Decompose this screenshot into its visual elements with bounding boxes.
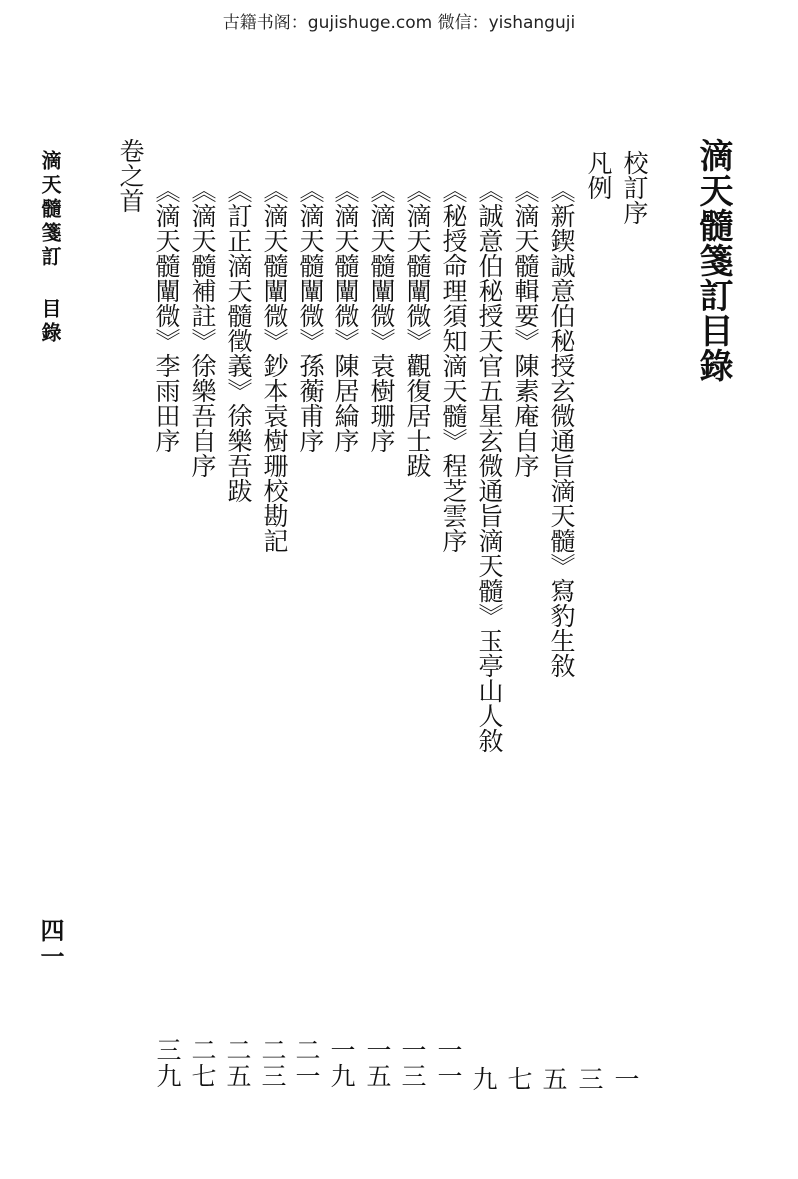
- toc-entry-label: 《滴天髓闡微》袁樹珊序: [367, 178, 396, 453]
- toc-entry-page: 二五: [223, 1037, 252, 1089]
- toc-entry-page: 一九: [327, 1037, 356, 1089]
- toc-entry-label: 《滴天髓闡微》孫蘅甫序: [296, 178, 325, 453]
- toc-entry-page: 三: [575, 1066, 604, 1092]
- toc-entry-page: 二七: [188, 1037, 217, 1089]
- toc-entry-page: 一三: [398, 1037, 427, 1089]
- volume-heading: 卷之首: [116, 138, 145, 213]
- watermark: 古籍书阁：gujishuge.com 微信：yishanguji: [222, 13, 576, 33]
- toc-entry-page: 二一: [292, 1037, 321, 1089]
- margin-section-label: 目錄: [38, 298, 62, 346]
- toc-entry-label: 《滴天髓闡微》鈔本袁樹珊校勘記: [260, 178, 289, 553]
- page-number: 四一: [36, 918, 65, 970]
- margin-book-title: 滴天髓箋訂: [38, 150, 62, 270]
- toc-entry-label: 《滴天髓闡微》陳居綸序: [331, 178, 360, 453]
- toc-entry-label: 《秘授命理須知滴天髓》程芝雲序: [439, 178, 468, 553]
- toc-entry-page: 一: [611, 1066, 640, 1092]
- toc-entry-page: 七: [504, 1066, 533, 1092]
- toc-entry-page: 五: [539, 1066, 568, 1092]
- toc-entry-page: 一一: [434, 1037, 463, 1089]
- toc-entry-label: 《訂正滴天髓徵義》徐樂吾跋: [224, 178, 253, 503]
- toc-entry-label: 《滴天髓輯要》陳素庵自序: [511, 178, 540, 478]
- toc-entry-label: 《滴天髓闡微》李雨田序: [152, 178, 181, 453]
- toc-entry-page: 一五: [363, 1037, 392, 1089]
- toc-entry-label: 《誠意伯秘授天官五星玄微通旨滴天髓》玉亭山人敘: [475, 178, 504, 753]
- toc-entry-label: 校訂序: [620, 150, 649, 225]
- toc-entry-label: 《滴天髓闡微》觀復居士跋: [403, 178, 432, 478]
- toc-entry-label: 凡例: [584, 150, 613, 200]
- toc-entry-page: 九: [469, 1066, 498, 1092]
- toc-entry-label: 《新鍥誠意伯秘授玄微通旨滴天髓》寫豹生敘: [547, 178, 576, 678]
- toc-entry-page: 二三: [258, 1037, 287, 1089]
- toc-entry-page: 三九: [153, 1037, 182, 1089]
- page-title: 滴天髓箋訂目錄: [693, 138, 733, 383]
- toc-entry-label: 《滴天髓補註》徐樂吾自序: [188, 178, 217, 478]
